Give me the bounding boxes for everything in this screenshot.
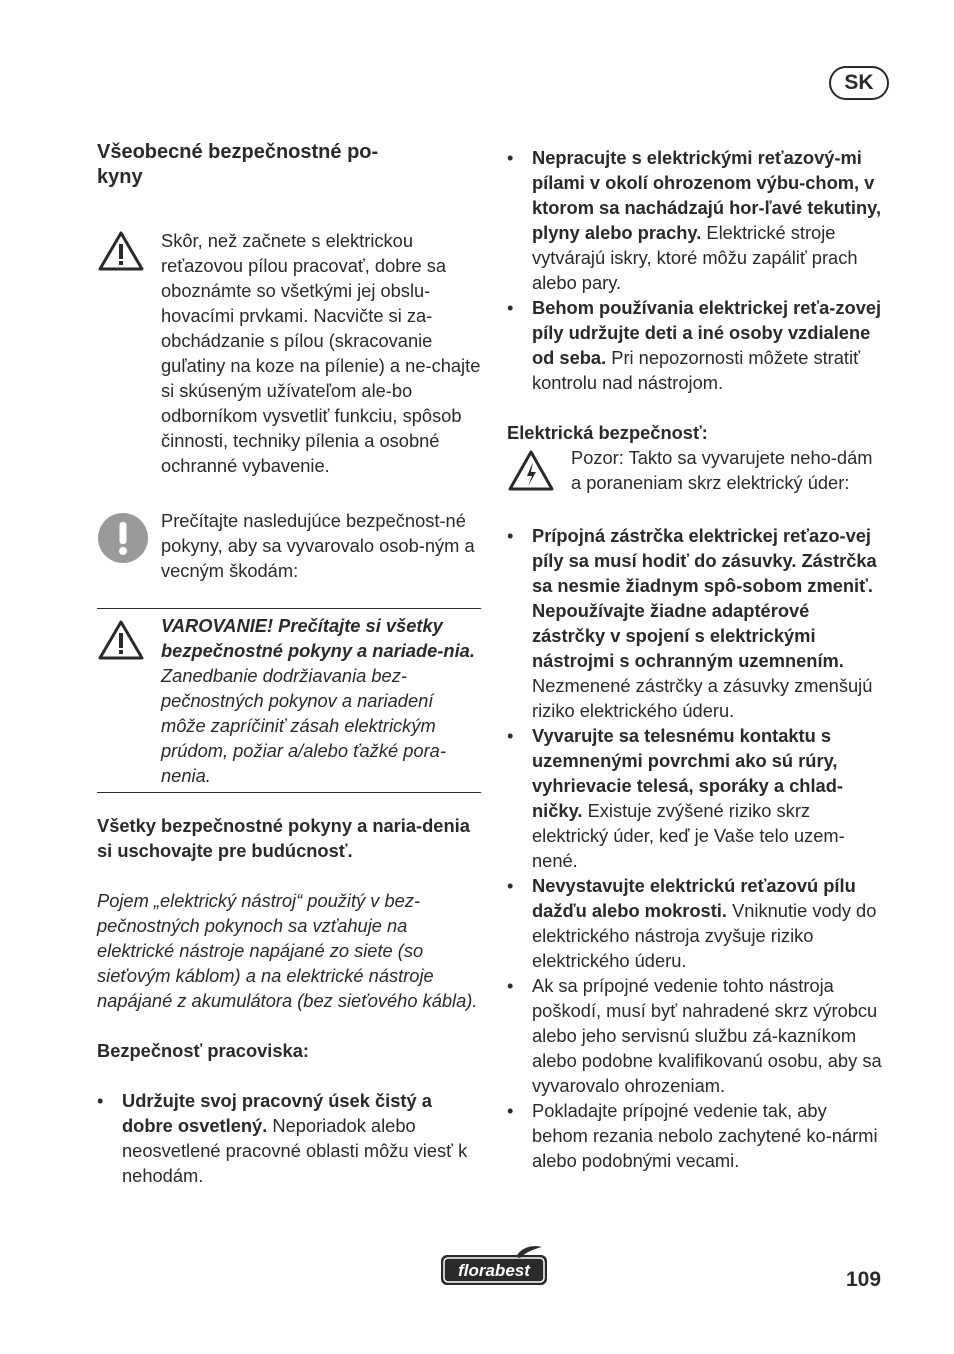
divider-top: [97, 608, 481, 609]
right-column: [507, 140, 887, 1173]
list-item: [507, 523, 887, 723]
electric-warning-block: [507, 445, 887, 498]
language-badge: SK: [829, 66, 889, 100]
item-text: Existuje zvýšené riziko skrz elektrický úder, keď je Vaše telo uzem-nené.: [532, 800, 845, 871]
list-item: [97, 1088, 481, 1188]
bullet: •: [507, 975, 514, 996]
warning-block: [97, 613, 481, 788]
left-column: [97, 140, 481, 1188]
bullet: •: [507, 725, 514, 746]
list-item: [507, 873, 887, 973]
keep-instructions: Všetky bezpečnostné pokyny a naria-denia si uschovajte pre budúcnosť.: [97, 815, 470, 861]
list-item: [507, 295, 887, 395]
term-definition: Pojem „elektrický nástroj“ použitý v bez-pečnostných pokynoch sa vzťahuje na elektrické nástroje napájané zo siete (so sieťovým káblom) a na elektrické nástroje napájané z akumulátora (bez sieťového kábla).: [97, 890, 478, 1011]
bullet: •: [507, 875, 514, 896]
bullet: •: [507, 297, 514, 318]
intro-warning-block: [97, 228, 481, 478]
item-text: Nezmenené zástrčky a zásuvky zmenšujú riziko elektrického úderu.: [532, 675, 873, 721]
bullet: •: [507, 525, 514, 546]
item-text: Elektrické stroje vytvárajú iskry, ktoré môžu zapáliť prach alebo pary.: [532, 222, 858, 293]
electric-hazard-icon: [507, 445, 571, 498]
bullet: •: [97, 1090, 104, 1111]
section-heading: Všeobecné bezpečnostné po- kyny: [97, 141, 379, 188]
bullet: •: [507, 1100, 514, 1121]
list-item: [507, 1098, 887, 1173]
item-bold: Nevystavujte elektrickú reťazovú pílu dažďu alebo mokrosti.: [532, 875, 856, 921]
exclamation-circle-icon: [97, 508, 161, 583]
list-item: [507, 145, 887, 295]
item-text: Ak sa prípojné vedenie tohto nástroja poškodí, musí byť nahradené skrz výrobcu alebo jeho servisnú službu zá-kazníkom alebo podobne kvalifikovanú osobu, aby sa vyvarovalo ohrozeniam.: [532, 975, 882, 1096]
page-number: 109: [846, 1268, 882, 1291]
item-text: Vniknutie vody do elektrického nástroja zvyšuje riziko elektrického úderu.: [532, 900, 877, 971]
note-text: Prečítajte nasledujúce bezpečnost-né pokyny, aby sa vyvarovalo osob-ným a vecným škodám:: [161, 510, 475, 581]
item-text: Pokladajte prípojné vedenie tak, aby behom rezania nebolo zachytené ko-nármi alebo podobnými vecami.: [532, 1100, 878, 1171]
warning-rest: Zanedbanie dodržiavania bez-pečnostných pokynov a nariadení môže zapríčiniť zásah elektrickým prúdom, požiar a/alebo ťažké pora-nenia.: [161, 665, 446, 786]
item-bold: Nepracujte s elektrickými reťazový-mi pílami v okolí ohrozenom výbu-chom, v ktorom sa nachádzajú hor-ľavé tekutiny, plyny alebo prachy.: [532, 147, 882, 243]
workplace-list: [97, 1088, 481, 1188]
item-bold: Prípojná zástrčka elektrickej reťazo-vej píly sa musí hodiť do zásuvky. Zástrčka sa nesmie žiadnym spô-sobom zmeniť. Nepoužívajte žiadne adaptérové zástrčky v spojení s elektrickými nástrojmi s ochranným uzemnením.: [532, 525, 877, 671]
item-text: Pri nepozornosti môžete stratiť kontrolu nad nástrojom.: [532, 347, 860, 393]
logo-text: florabest: [458, 1261, 530, 1280]
item-bold: Behom používania elektrickej reťa-zovej píly udržujte deti a iné osoby vzdialene od seba.: [532, 297, 882, 368]
item-bold: Udržujte svoj pracovný úsek čistý a dobre osvetlený.: [122, 1090, 432, 1136]
florabest-logo: [438, 1244, 550, 1288]
bullet: •: [507, 147, 514, 168]
intro-warning-text: Skôr, než začnete s elektrickou reťazovou pílou pracovať, dobre sa oboznámte so všetkými jej obslu-hovacími prvkami. Nacvičte si za-obchádzanie s pílou (skracovanie guľatiny na koze na pílenie) a ne-chajte si skúseným užívateľom ale-bo odborníkom vysvetliť funkciu, spôsob činnosti, techniky pílenia a osobné ochranné vybavenie.: [161, 230, 481, 476]
divider-bottom: [97, 792, 481, 793]
electric-heading: Elektrická bezpečnosť:: [507, 422, 708, 443]
warning-triangle-icon: [97, 613, 161, 788]
item-bold: Vyvarujte sa telesnému kontaktu s uzemnenými povrchmi ako sú rúry, vyhrievacie telesá, sporáky a chlad-ničky.: [532, 725, 843, 821]
electric-list: [507, 523, 887, 1173]
list-item: [507, 973, 887, 1098]
hazard-list: [507, 145, 887, 395]
item-text: Neporiadok alebo neosvetlené pracovné oblasti môžu viesť k nehodám.: [122, 1115, 468, 1186]
warning-bold: VAROVANIE! Prečítajte si všetky bezpečnostné pokyny a nariade-nia.: [161, 615, 475, 661]
note-block: [97, 508, 481, 583]
list-item: [507, 723, 887, 873]
electric-warning-text: Pozor: Takto sa vyvarujete neho-dám a poraneniam skrz elektrický úder:: [571, 447, 873, 493]
warning-triangle-icon: [97, 228, 161, 478]
warning-text: [161, 613, 481, 788]
workplace-heading: Bezpečnosť pracoviska:: [97, 1040, 309, 1061]
